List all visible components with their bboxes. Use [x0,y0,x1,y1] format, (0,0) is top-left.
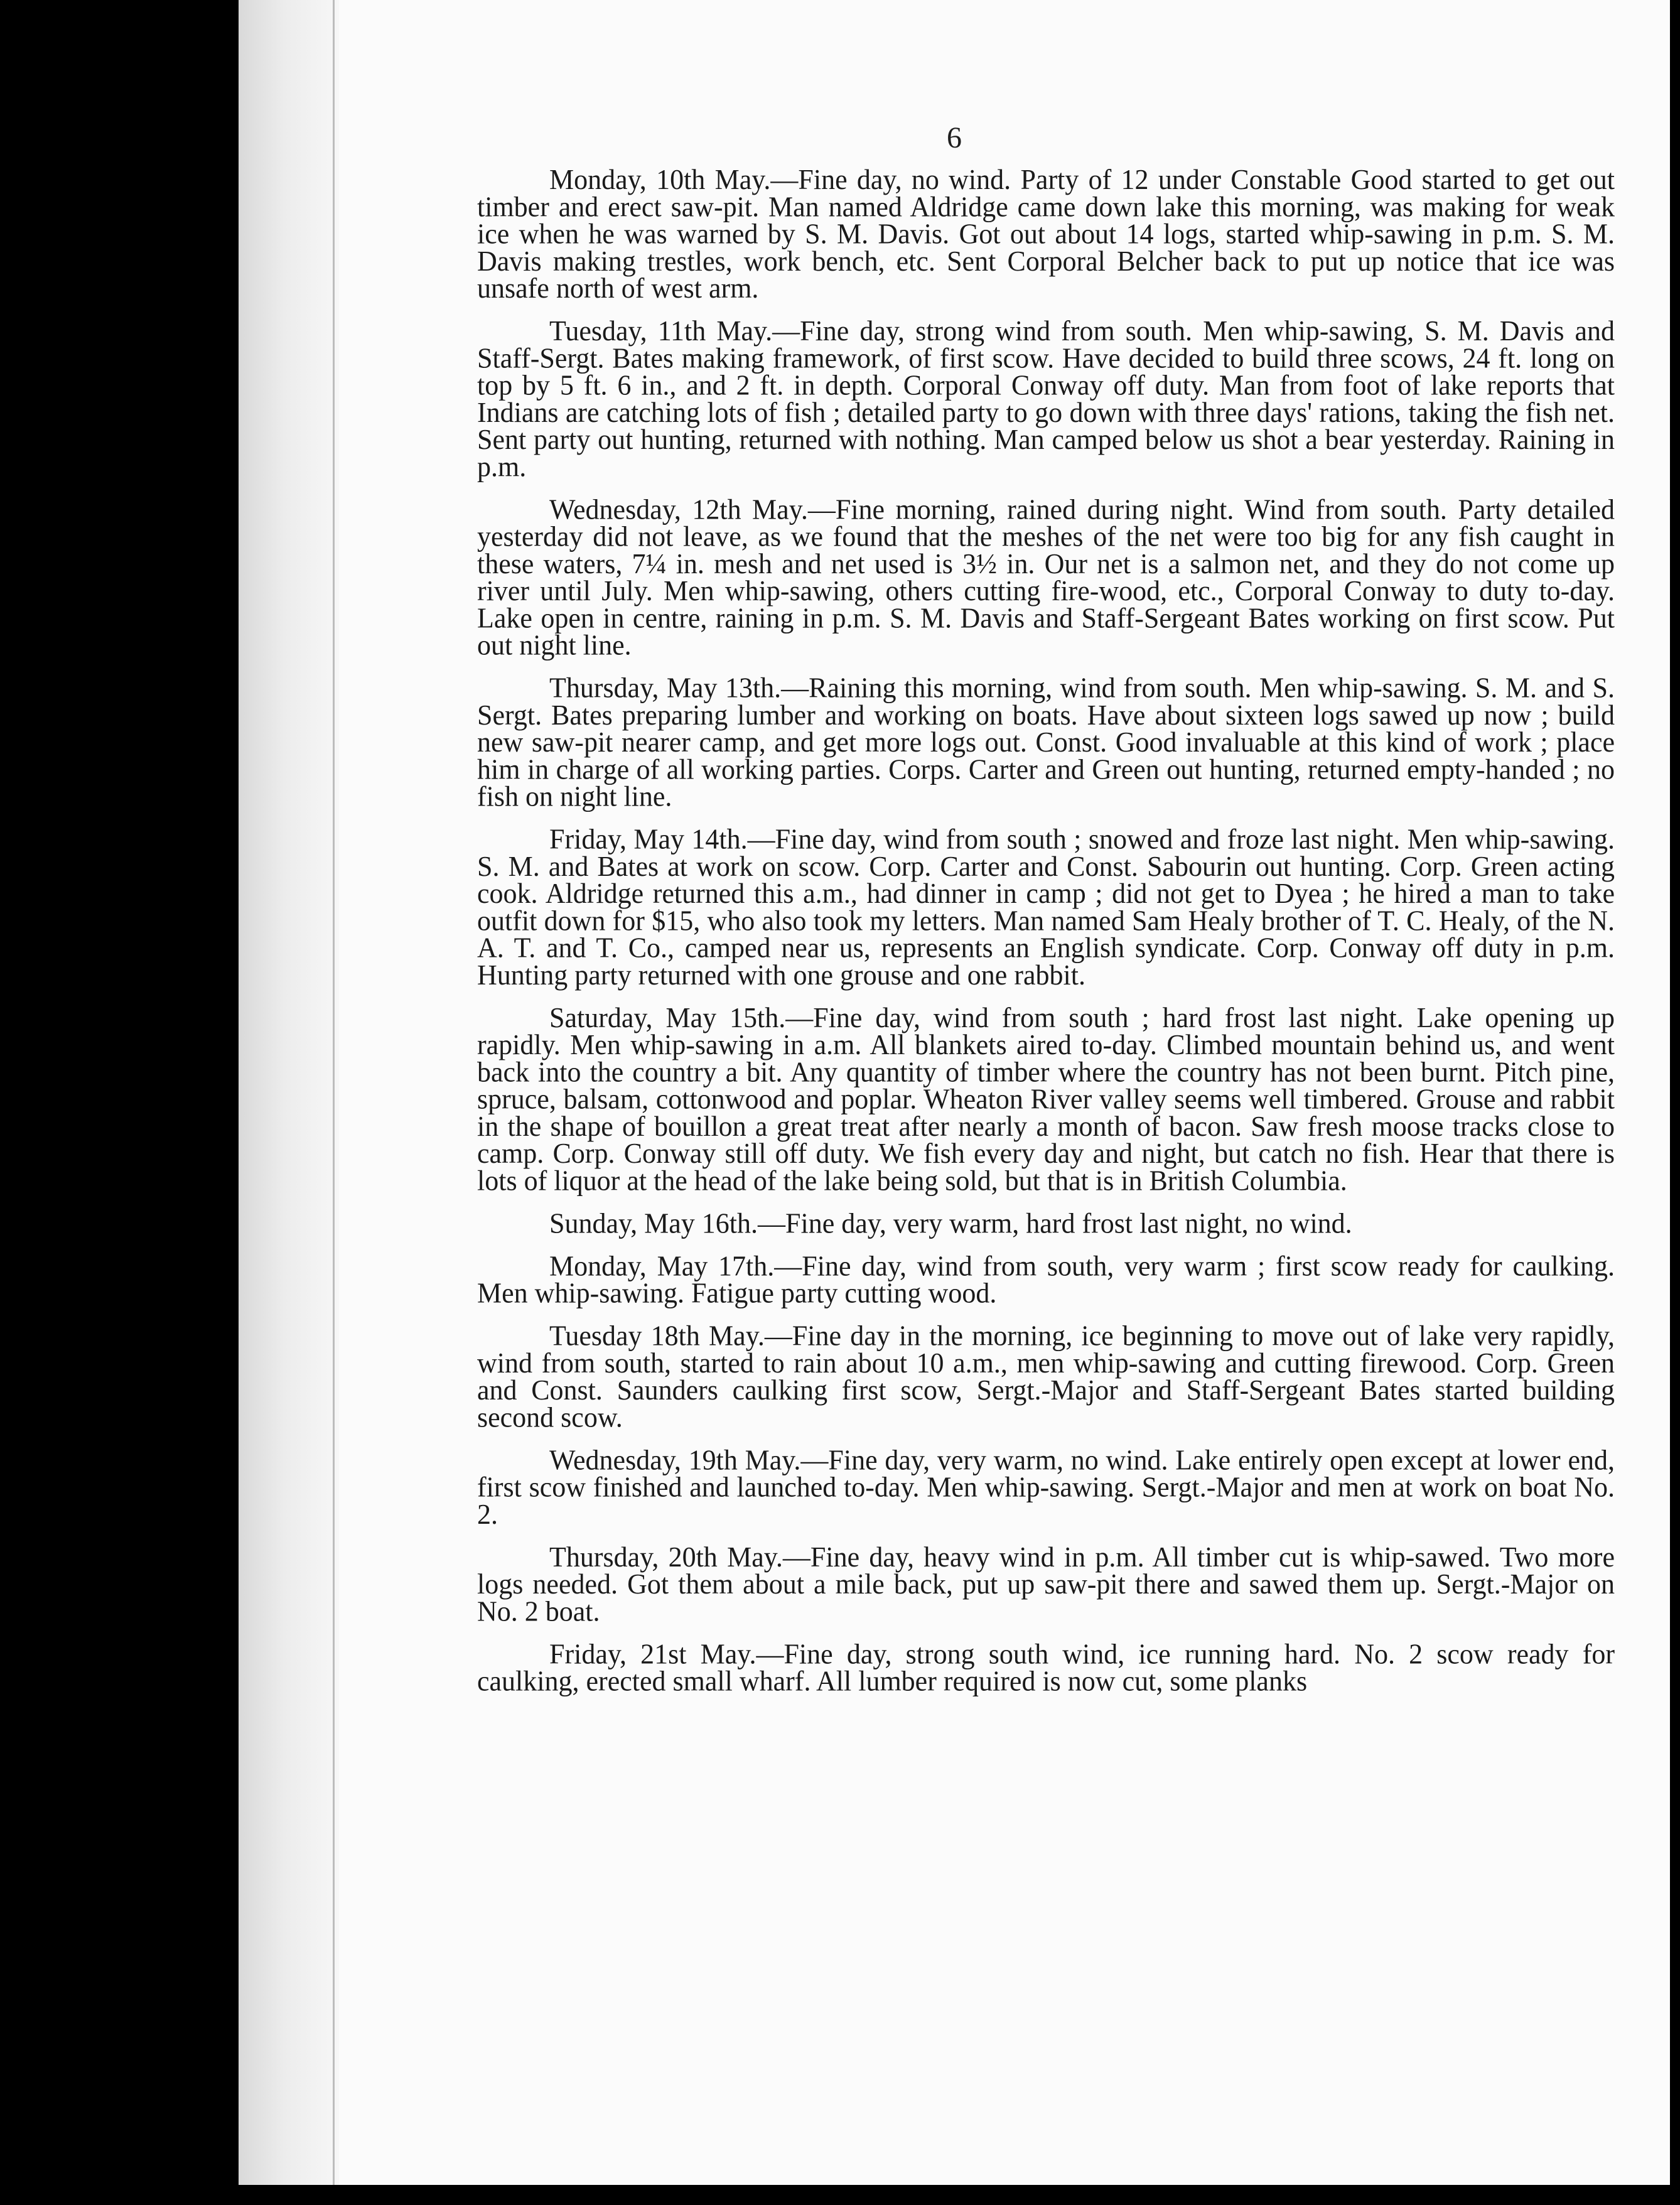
binding-line [333,0,335,2185]
diary-entry-may-21: Friday, 21st May.—Fine day, strong south wind, ice running hard. No. 2 scow ready for caulking, erected small wharf. All lumber required is now cut, some planks [477,1638,1615,1698]
diary-entry-may-11: Tuesday, 11th May.—Fine day, strong wind from south. Men whip-sawing, S. M. Davis and Staff-Sergt. Bates making framework, of first scow. Have decided to build three scows, 24 ft. long on top by 5 ft. 6 in., and 2 ft. in depth. Corporal Conway off duty. Man from foot of lake reports that Indians are catching lots of fish ; detailed party to go down with three days' rations, taking the fish net. Sent party out hunting, returned with nothing. Man camped below us shot a bear yesterday. Raining in p.m. [477,315,1615,483]
diary-entry-may-10: Monday, 10th May.—Fine day, no wind. Party of 12 under Constable Good started to get out timber and erect saw-pit. Man named Aldridge came down lake this morning, was making for weak ice when he was warned by S. M. Davis. Got out about 14 logs, started whip-sawing in p.m. S. M. Davis making trestles, work bench, etc. Sent Corporal Belcher back to put up notice that ice was unsafe north of west arm. [477,163,1615,305]
diary-text-block [477,163,1615,1711]
diary-entry-may-15: Saturday, May 15th.—Fine day, wind from south ; hard frost last night. Lake opening up rapidly. Men whip-sawing in a.m. All blankets aired to-day. Climbed mountain behind us, and went back into the country a bit. Any quantity of timber where the country has not been burnt. Pitch pine, spruce, balsam, cottonwood and poplar. Wheaton River valley seems well timbered. Grouse and rabbit in the shape of bouillon a great treat after nearly a month of bacon. Saw fresh moose tracks close to camp. Corp. Conway still off duty. We fish every day and night, but catch no fish. Hear that there is lots of liquor at the head of the lake being sold, but that is in British Columbia. [477,1001,1615,1197]
diary-entry-may-12: Wednesday, 12th May.—Fine morning, rained during night. Wind from south. Party detailed yesterday did not leave, as we found that the meshes of the net were too big for any fish caught in these waters, 7¼ in. mesh and net used is 3½ in. Our net is a salmon net, and they do not come up river until July. Men whip-sawing, others cutting fire-wood, etc., Corporal Conway to duty to-day. Lake open in centre, raining in p.m. S. M. Davis and Staff-Sergeant Bates working on first scow. Put out night line. [477,493,1615,661]
page-number: 6 [947,121,962,154]
diary-entry-may-16: Sunday, May 16th.—Fine day, very warm, hard frost last night, no wind. [549,1207,1352,1239]
page-binding-edge [239,0,339,2185]
diary-entry-may-20: Thursday, 20th May.—Fine day, heavy wind in p.m. All timber cut is whip-sawed. Two more logs needed. Got them about a mile back, put up saw-pit there and sawed them up. Sergt.-Major on No. 2 boat. [477,1541,1615,1627]
diary-entry-may-13: Thursday, May 13th.—Raining this morning, wind from south. Men whip-sawing. S. M. and S. Sergt. Bates preparing lumber and working on boats. Have about sixteen logs sawed up now ; build new saw-pit nearer camp, and get more logs out. Const. Good invaluable at this kind of work ; place him in charge of all working parties. Corps. Carter and Green out hunting, returned empty-handed ; no fish on night line. [477,672,1615,812]
diary-entry-may-18: Tuesday 18th May.—Fine day in the morning, ice beginning to move out of lake very rapidly, wind from south, started to rain about 10 a.m., men whip-sawing and cutting firewood. Corp. Green and Const. Saunders caulking first scow, Sergt.-Major and Staff-Sergeant Bates started building second scow. [477,1320,1615,1433]
diary-entry-may-19: Wednesday, 19th May.—Fine day, very warm, no wind. Lake entirely open except at lower end, first scow finished and launched to-day. Men whip-sawing. Sergt.-Major and men at work on boat No. 2. [477,1444,1615,1531]
diary-entry-may-17: Monday, May 17th.—Fine day, wind from south, very warm ; first scow ready for caulking. Men whip-sawing. Fatigue party cutting wood. [477,1250,1615,1310]
document-page [239,0,1670,2185]
diary-entry-may-14: Friday, May 14th.—Fine day, wind from south ; snowed and froze last night. Men whip-sawing. S. M. and Bates at work on scow. Corp. Carter and Const. Sabourin out hunting. Corp. Green acting cook. Aldridge returned this a.m., had dinner in camp ; did not get to Dyea ; he hired a man to take outfit down for $15, who also took my letters. Man named Sam Healy brother of T. C. Healy, of the N. A. T. and T. Co., camped near us, represents an English syndicate. Corp. Conway off duty in p.m. Hunting party returned with one grouse and one rabbit. [477,823,1615,991]
